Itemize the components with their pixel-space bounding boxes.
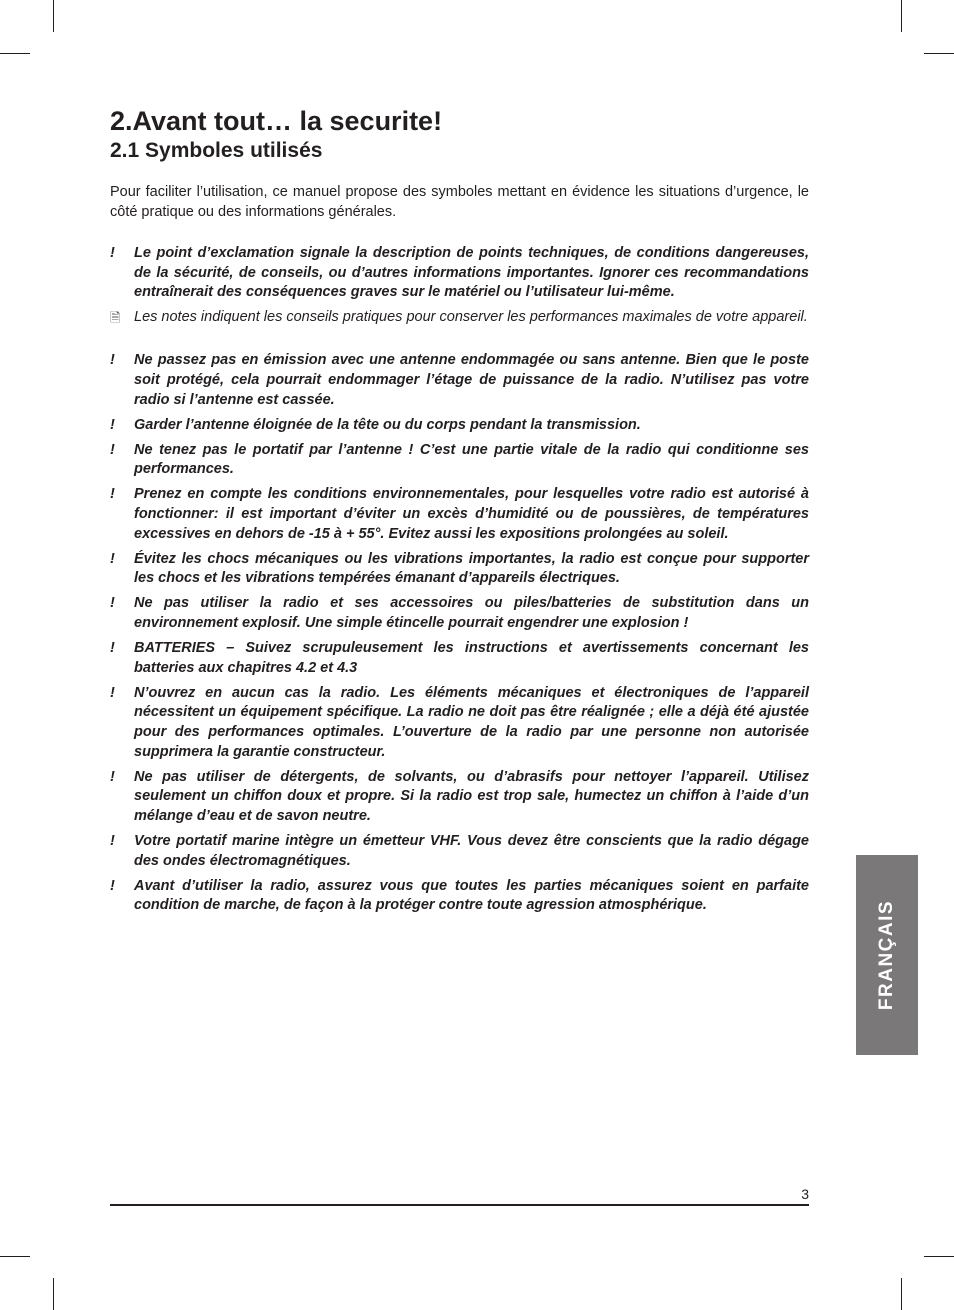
exclamation-icon: ! bbox=[110, 640, 115, 657]
intro-paragraph: Pour faciliter l’utilisation, ce manuel propose des symboles mettant en évidence les situations d’urgence, le côté pratique ou des informations générales. bbox=[110, 184, 809, 220]
symbol-exclamation-item bbox=[110, 244, 809, 303]
section-title: 2.1 Symboles utilisés bbox=[110, 139, 323, 162]
warning-item bbox=[110, 684, 809, 762]
warning-item bbox=[110, 877, 809, 916]
symbol-note-item bbox=[110, 308, 809, 328]
warning-item bbox=[110, 594, 809, 633]
exclamation-icon: ! bbox=[110, 486, 115, 503]
exclamation-icon: ! bbox=[110, 832, 115, 849]
warning-item bbox=[110, 441, 809, 480]
crop-mark bbox=[53, 0, 54, 32]
crop-mark bbox=[901, 1278, 902, 1310]
exclamation-icon: ! bbox=[110, 441, 115, 458]
warning-item bbox=[110, 416, 809, 436]
crop-mark bbox=[901, 0, 902, 32]
warning-item bbox=[110, 351, 809, 410]
page-number: 3 bbox=[801, 1186, 809, 1202]
crop-mark bbox=[924, 1256, 954, 1257]
crop-mark bbox=[0, 53, 30, 54]
warning-text: Prenez en compte les conditions environnementales, pour lesquelles votre radio est autorisé à fonctionner: il est important d’éviter un excès d’humidité ou de poussières, de températures excessives en dehors de -15 à + 55°. Evitez aussi les expositions prolongées au soleil. bbox=[134, 486, 809, 542]
language-tab bbox=[856, 855, 918, 1055]
warning-text: Votre portatif marine intègre un émetteur VHF. Vous devez être conscients que la radio dégage des ondes électromagnétiques. bbox=[134, 832, 809, 869]
warning-item bbox=[110, 832, 809, 871]
warning-item bbox=[110, 485, 809, 544]
exclamation-icon: ! bbox=[110, 768, 115, 785]
warning-list bbox=[110, 351, 809, 915]
warning-item bbox=[110, 550, 809, 589]
warning-text: Ne pas utiliser la radio et ses accessoires ou piles/batteries de substitution dans un environnement explosif. Une simple étincelle pourrait engendrer une explosion ! bbox=[134, 595, 809, 631]
exclamation-icon: ! bbox=[110, 550, 115, 567]
warning-text: Garder l’antenne éloignée de la tête ou du corps pendant la transmission. bbox=[134, 416, 641, 433]
crop-mark bbox=[924, 53, 954, 54]
document-icon: 🗎 bbox=[110, 310, 121, 326]
crop-mark bbox=[0, 1256, 30, 1257]
warning-text: N’ouvrez en aucun cas la radio. Les éléments mécaniques et électroniques de l’appareil nécessitent un équipement spécifique. La radio ne doit pas être réalignée ; elle a déjà été ajustée pour des performances optimales. L’ouverture de la radio par une personne non autorisée supprimera la garantie constructeur. bbox=[134, 684, 809, 760]
warning-text: BATTERIES – Suivez scrupuleusement les instructions et avertissements concernant les batteries aux chapitres 4.2 et 4.3 bbox=[134, 640, 809, 676]
symbol-exclamation-text: Le point d’exclamation signale la description de points techniques, de conditions dangereuses, de la sécurité, de conseils, ou d’autres informations importantes. Ignorer ces recommandations entraînerait des conséquences graves sur le matériel ou l’utilisateur lui-même. bbox=[134, 245, 809, 301]
warning-text: Ne tenez pas le portatif par l’antenne ! C’est une partie vitale de la radio qui conditionne ses performances. bbox=[134, 441, 809, 478]
warning-text: Ne pas utiliser de détergents, de solvants, ou d’abrasifs pour nettoyer l’appareil. Utilisez seulement un chiffon doux et propre. Si la radio est trop sale, humectez un chiffon à l’aide d’un mélange d’eau et de savon neutre. bbox=[134, 768, 809, 824]
language-tab-label: FRANÇAIS bbox=[876, 899, 898, 1011]
exclamation-icon: ! bbox=[110, 245, 115, 261]
warning-text: Avant d’utiliser la radio, assurez vous que toutes les parties mécaniques soient en parfaite condition de marche, de façon à la protéger contre toute agression atmosphérique. bbox=[134, 877, 809, 914]
warning-item bbox=[110, 639, 809, 678]
page-content bbox=[110, 104, 809, 921]
exclamation-icon: ! bbox=[110, 416, 115, 433]
warning-item bbox=[110, 768, 809, 827]
exclamation-icon: ! bbox=[110, 595, 115, 612]
page-title: 2.Avant tout… la securite! bbox=[110, 106, 443, 136]
exclamation-icon: ! bbox=[110, 352, 115, 369]
warning-text: Ne passez pas en émission avec une antenne endommagée ou sans antenne. Bien que le poste soit protégé, cela pourrait endommager l’étage de puissance de la radio. N’utilisez pas votre radio si l’antenne est cassée. bbox=[134, 352, 809, 408]
crop-mark bbox=[53, 1278, 54, 1310]
footer-rule bbox=[110, 1204, 809, 1206]
exclamation-icon: ! bbox=[110, 684, 115, 701]
symbol-note-text: Les notes indiquent les conseils pratiques pour conserver les performances maximales de votre appareil. bbox=[134, 309, 808, 326]
warning-text: Évitez les chocs mécaniques ou les vibrations importantes, la radio est conçue pour supporter les chocs et les vibrations tempérées émanant d’appareils électriques. bbox=[134, 550, 809, 587]
exclamation-icon: ! bbox=[110, 877, 115, 894]
